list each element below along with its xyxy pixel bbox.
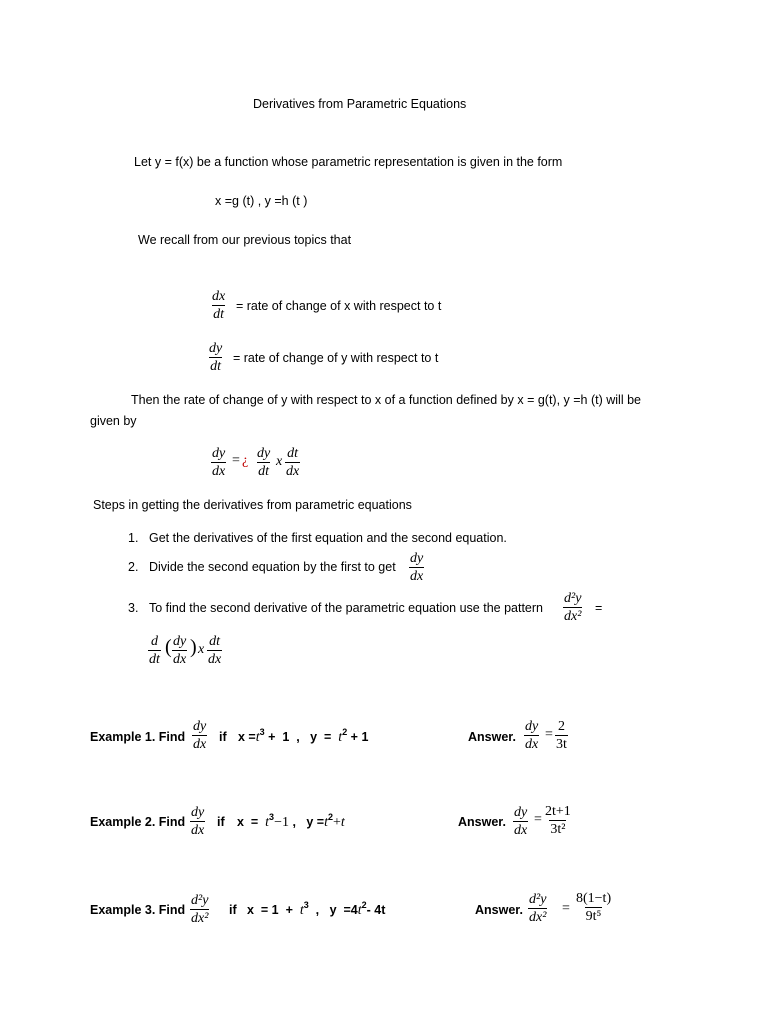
pattern-d-numerator: d [150,634,158,649]
example2-answer-numerator: 2t+1 [545,804,571,819]
parametric-form: x =g (t) , y =h (t ) [215,194,308,208]
dydt-numerator: dy [209,341,223,356]
step-number: 2. [128,560,139,574]
step2-numerator: dy [410,551,424,566]
example1-find-numerator: dy [193,719,207,734]
example3-if: if [229,903,237,917]
example3-answer-label: Answer. [475,903,523,917]
step-text: Get the derivatives of the first equation and the second equation. [149,531,507,545]
chain-dtdx-numerator: dt [287,446,299,461]
step-number: 3. [128,601,139,615]
page-title: Derivatives from Parametric Equations [253,97,467,111]
pattern-close-paren: ) [190,636,197,658]
dydt-description: = rate of change of y with respect to t [233,351,439,365]
example1-answer-numerator: 2 [557,719,565,734]
chain-equals: = [232,453,240,468]
example3-find-numerator: d²y [191,893,209,908]
example3-answer-denominator: 9t⁵ [585,909,602,924]
example2-answer-lhs-denominator: dx [514,823,528,838]
chain-lhs-denominator: dx [212,464,226,479]
step3-denominator: dx² [564,609,582,624]
pattern-open-paren: ( [165,636,172,658]
chain-dydt-numerator: dy [257,446,271,461]
pattern-inner-numerator: dy [173,634,187,649]
dxdt-numerator: dx [212,289,226,304]
example2-answer-equals: = [534,812,542,827]
example2-condition: $x = t^3-1$ , $y =t^2+t$ [237,811,345,830]
then-text-line2: given by [90,414,137,428]
example3-answer-lhs-denominator: dx² [529,910,547,925]
example3-answer-fraction [575,891,612,924]
pattern-d-denominator: dt [149,652,160,667]
example3-condition: $x = 1 + t^3$ , $y =4t^2-$ 4t [247,899,386,918]
example1-answer-lhs [524,719,539,752]
example1-answer-fraction [555,719,568,752]
example1-condition: $x =t^3 + 1$ , $y = t^2 + 1$ [238,726,369,745]
pattern-inner-fraction [172,634,187,667]
example1-if: if [219,730,227,744]
dxdt-description: = rate of change of x with respect to t [236,299,442,313]
example3-answer-lhs-numerator: d²y [529,892,547,907]
step3-fraction [563,591,582,624]
dydt-fraction [208,341,223,374]
example3-find-fraction [190,893,209,926]
example2-answer-lhs [513,805,528,838]
dxdt-fraction [211,289,226,322]
example2-find-denominator: dx [191,823,205,838]
pattern-times: x [198,642,205,657]
step-text: To find the second derivative of the parametric equation use the pattern [149,601,543,615]
example1-label: Example 1. Find [90,730,186,744]
example1-find-denominator: dx [193,737,207,752]
example3-label: Example 3. Find [90,903,186,917]
intro-text: Let y = f(x) be a function whose parametric representation is given in the form [134,155,563,169]
dydt-denominator: dt [210,359,222,374]
example2-answer-fraction [544,804,572,837]
example3-find-denominator: dx² [191,911,209,926]
step2-fraction [409,551,424,584]
example1-answer-lhs-numerator: dy [525,719,539,734]
example3-answer-equals: = [562,901,570,916]
chain-symbol: ¿ [242,453,249,468]
pattern-outer-denominator: dx [208,652,222,667]
chain-dtdx-denominator: dx [286,464,300,479]
pattern-inner-denominator: dx [173,652,187,667]
pattern-outer-numerator: dt [209,634,221,649]
example2-find-fraction [190,805,205,838]
example2-find-numerator: dy [191,805,205,820]
example3-answer-numerator: 8(1−t) [576,891,612,906]
chain-dydt-denominator: dt [258,464,270,479]
chain-dydt-fraction [256,446,271,479]
example1-answer-denominator: 3t [556,737,567,752]
example2-label: Example 2. Find [90,815,186,829]
example1-answer-equals: = [545,727,553,742]
example1-answer-lhs-denominator: dx [525,737,539,752]
chain-lhs-fraction [211,446,226,479]
example2-answer-lhs-numerator: dy [514,805,528,820]
chain-lhs-numerator: dy [212,446,226,461]
chain-times: x [276,454,283,469]
recall-text: We recall from our previous topics that [138,233,352,247]
step-number: 1. [128,531,139,545]
example1-answer-label: Answer. [468,730,516,744]
example2-answer-denominator: 3t² [550,822,566,837]
pattern-dtdx-fraction [207,634,222,667]
example2-if: if [217,815,225,829]
step3-numerator: d²y [564,591,582,606]
step-text: Divide the second equation by the first to get [149,560,396,574]
chain-dtdx-fraction [285,446,300,479]
pattern-d-dt-fraction [148,634,161,667]
example3-answer-lhs [528,892,547,925]
example1-find-fraction [192,719,207,752]
step3-equals: = [595,601,603,615]
step2-denominator: dx [410,569,424,584]
example2-answer-label: Answer. [458,815,506,829]
dxdt-denominator: dt [213,307,225,322]
steps-heading: Steps in getting the derivatives from parametric equations [93,498,412,512]
then-text-line1: Then the rate of change of y with respect to x of a function defined by x = g(t), y =h (t) will be [131,393,641,407]
